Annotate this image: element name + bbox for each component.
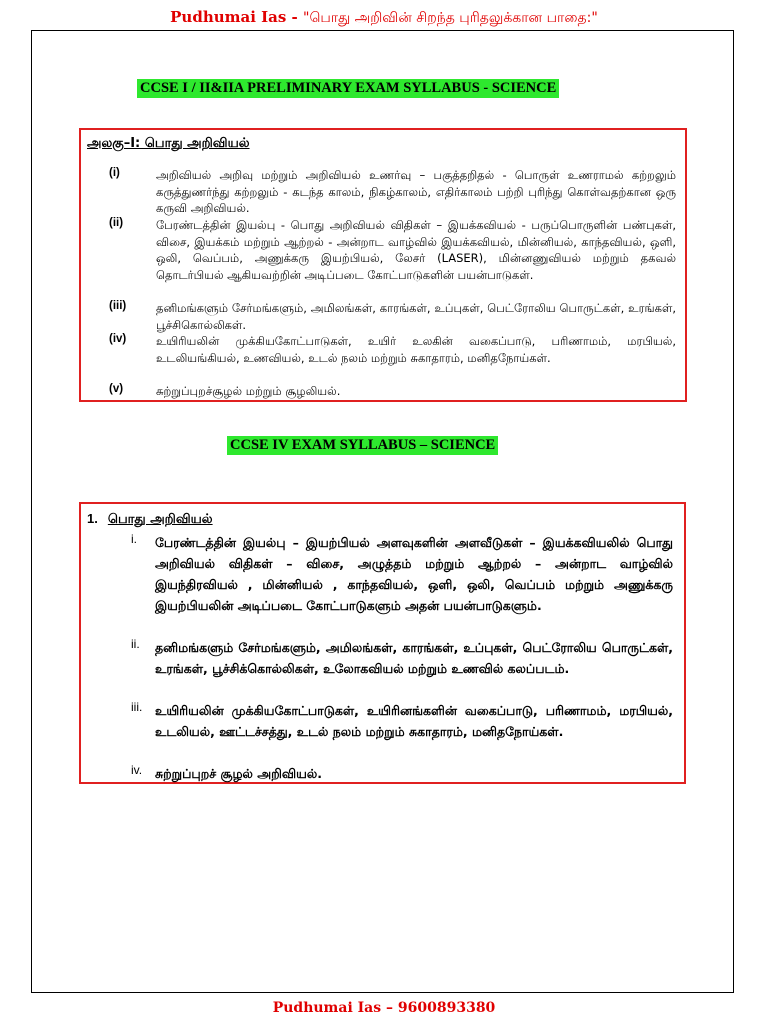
list-item-text: பேரண்டத்தின் இயல்பு – இயற்பியல் அளவுகளின் அளவீடுகள் – இயக்கவியலில் பொது அறிவியல் விதிகள் – விசை, அழுத்தம் மற்றும் ஆற்றல் – அன்றாட வாழ்வில் இயந்திரவியல் , மின்னியல் , காந்தவியல், ஒளி, ஒலி, வெப்பம் மற்றும் அணுக்கரு இயற்பியலின் அடிப்படை கோட்பாடுகளும் அதன் பயன்பாடுகளும். xyxy=(155,535,673,613)
list-item-text: சுற்றுப்புறச்சூழல் மற்றும் சூழலியல். xyxy=(156,384,341,398)
section2-heading-text: பொது அறிவியல் xyxy=(107,512,213,527)
section1-box xyxy=(79,128,687,402)
list-item-number: (v) xyxy=(109,383,124,395)
list-item-number: (ii) xyxy=(109,217,124,229)
list-item-text: தனிமங்களும் சேர்மங்களும், அமிலங்கள், காரங்கள், உப்புகள், பெட்ரோலிய பொருட்கள், உரங்கள், பூச்சிக்கொல்லிகள், உலோகவியல் மற்றும் உணவில் கலப்படம். xyxy=(155,640,673,676)
section1-title: CCSE I / II&IIA PRELIMINARY EXAM SYLLABUS - SCIENCE xyxy=(137,79,559,98)
header-brand: Pudhumai Ias - xyxy=(170,8,304,26)
section2-title: CCSE IV EXAM SYLLABUS – SCIENCE xyxy=(227,436,498,455)
list-item-number: (i) xyxy=(109,167,120,179)
list-item-text: உயிரியலின் முக்கியகோட்பாடுகள், உயிர் உலகின் வகைப்பாடு, பரிணாமம், மரபியல், உடலியங்கியல், உணவியல், உடல் நலம் மற்றும் சுகாதாரம், மனிதநோய்கள். xyxy=(156,334,676,365)
section2-box xyxy=(79,502,686,784)
section1-heading: அலகு–I: பொது அறிவியல் xyxy=(87,136,250,151)
header-tagline: "பொது அறிவின் சிறந்த புரிதலுக்கான பாதை:" xyxy=(303,10,598,26)
list-item-number: iv. xyxy=(131,763,143,777)
list-item-text: சுற்றுப்புறச் சூழல் அறிவியல். xyxy=(155,766,322,781)
page-footer: Pudhumai Ias – 9600893380 xyxy=(272,1000,496,1016)
list-item-text: தனிமங்களும் சேர்மங்களும், அமிலங்கள், காரங்கள், உப்புகள், பெட்ரோலிய பொருட்கள், உரங்கள், பூச்சிகொல்லிகள். xyxy=(156,301,676,332)
list-item-text: அறிவியல் அறிவு மற்றும் அறிவியல் உணர்வு – பகுத்தறிதல் - பொருள் உணராமல் கற்றலும் கருத்துணர்ந்து கற்றலும் - கடந்த காலம், நிகழ்காலம், எதிர்காலம் பற்றி புரிந்து கொள்வதற்கான ஒரு கருவி அறிவியல். xyxy=(156,168,676,216)
list-item-number: (iv) xyxy=(109,333,127,345)
list-item-text: பேரண்டத்தின் இயல்பு - பொது அறிவியல் விதிகள் – இயக்கவியல் - பருப்பொருளின் பண்புகள், விசை, இயக்கம் மற்றும் ஆற்றல் - அன்றாட வாழ்வில் இயக்கவியல், மின்னியல், காந்தவியல், ஒளி, ஒலி, வெப்பம், அணுக்கரு இயற்பியல், லேசர் (LASER), மின்னணுவியல் மற்றும் தகவல் தொடர்பியல் ஆகியவற்றின் அடிப்படை கோட்பாடுகளின் பயன்பாடுகள். xyxy=(156,218,676,282)
section2-heading-number: 1. xyxy=(87,511,98,526)
section2-heading xyxy=(87,511,213,528)
list-item-number: iii. xyxy=(131,700,143,714)
list-item-text: உயிரியலின் முக்கியகோட்பாடுகள், உயிரினங்களின் வகைப்பாடு, பரிணாமம், மரபியல், உடலியல், ஊட்டச்சத்து, உடல் நலம் மற்றும் சுகாதாரம், மனிதநோய்கள். xyxy=(155,703,673,739)
list-item-number: i. xyxy=(131,532,137,546)
list-item-number: ii. xyxy=(131,637,140,651)
list-item-number: (iii) xyxy=(109,300,127,312)
page-header xyxy=(0,8,768,28)
